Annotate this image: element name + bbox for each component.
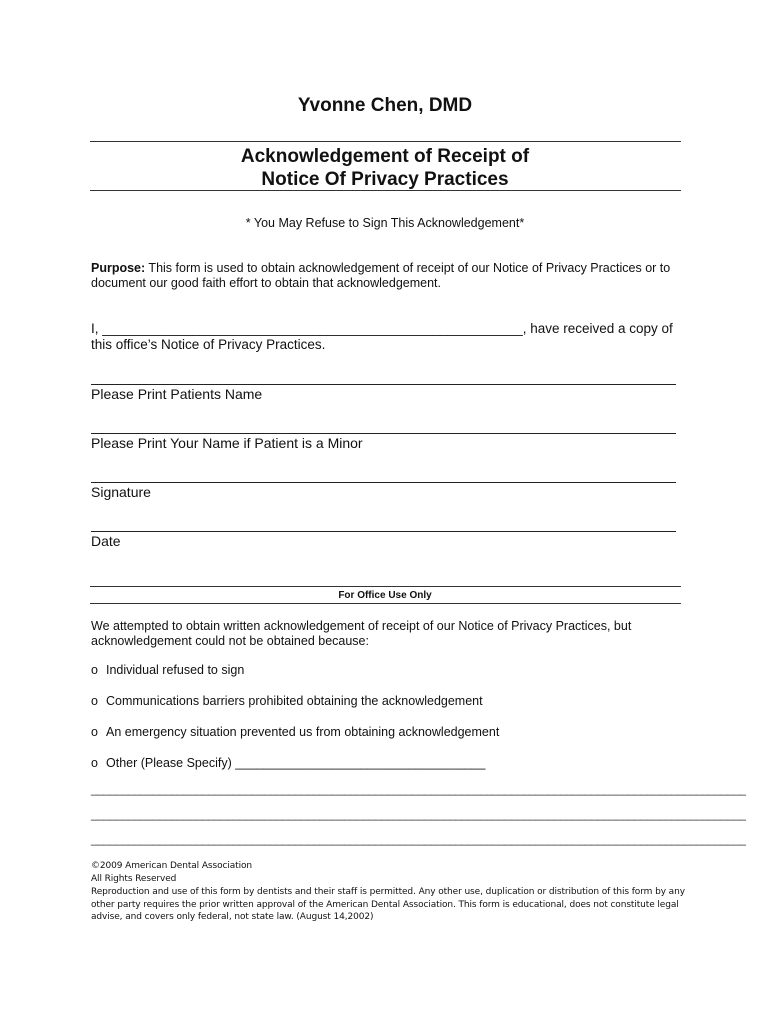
footer-rights: All Rights Reserved	[91, 874, 177, 884]
checkbox-circle-icon[interactable]: o	[91, 663, 98, 677]
date-label: Date	[91, 533, 121, 549]
office-use-top-rule	[90, 586, 681, 587]
form-title-line1: Acknowledgement of Receipt of	[240, 146, 530, 167]
purpose-paragraph	[91, 261, 691, 291]
office-use-heading: For Office Use Only	[338, 590, 432, 601]
checkbox-circle-icon[interactable]: o	[91, 694, 98, 708]
footer-notice: Reproduction and use of this form by dentists and their staff is permitted. Any other use, duplication or distribution of this form by any other party requires the prior written approval of the American Dental Association. This form is educational, does not constitute legal advise, and covers only federal, not state law. (August 14,2002)	[91, 887, 685, 922]
checkbox-circle-icon[interactable]: o	[91, 756, 98, 770]
option-label: Communications barriers prohibited obtaining the acknowledgement	[106, 694, 483, 708]
other-reason-line-3[interactable]: __________________________________________________________________________________________________________	[91, 832, 746, 846]
option-communication-barriers[interactable]	[91, 694, 483, 708]
refuse-note: * You May Refuse to Sign This Acknowledgement*	[245, 216, 525, 230]
signature-label: Signature	[91, 484, 151, 500]
signature-field[interactable]	[91, 482, 676, 483]
checkbox-circle-icon[interactable]: o	[91, 725, 98, 739]
footer-copyright: ©2009 American Dental Association	[91, 861, 252, 871]
title-bottom-rule	[90, 190, 681, 191]
practice-name: Yvonne Chen, DMD	[297, 95, 473, 116]
title-top-rule	[90, 141, 681, 142]
office-statement: We attempted to obtain written acknowledgement of receipt of our Notice of Privacy Practices, but acknowledgement could not be obtained because:	[91, 619, 632, 648]
option-refused[interactable]	[91, 663, 244, 677]
other-reason-line-1[interactable]: __________________________________________________________________________________________________________	[91, 782, 746, 796]
guardian-name-field[interactable]	[91, 433, 676, 434]
office-use-bottom-rule	[90, 603, 681, 604]
form-title-line2: Notice Of Privacy Practices	[261, 169, 509, 190]
option-emergency[interactable]	[91, 725, 499, 739]
patient-name-label: Please Print Patients Name	[91, 386, 263, 402]
guardian-name-label: Please Print Your Name if Patient is a Minor	[91, 435, 363, 451]
purpose-label: Purpose:	[91, 261, 146, 275]
option-label: An emergency situation prevented us from obtaining acknowledgement	[106, 725, 500, 739]
option-other[interactable]	[91, 756, 486, 770]
receipt-statement-line2: this office’s Notice of Privacy Practices.	[91, 337, 326, 352]
date-field[interactable]	[91, 531, 676, 532]
other-reason-line-2[interactable]: __________________________________________________________________________________________________________	[91, 807, 746, 821]
receipt-statement-line1[interactable]: I, ________________________________________________________, have received a copy of	[91, 321, 673, 336]
option-label: Other (Please Specify) ____________________________________	[106, 756, 486, 770]
patient-name-field[interactable]	[91, 384, 676, 385]
purpose-text: This form is used to obtain acknowledgement of receipt of our Notice of Privacy Practices or to document our good faith effort to obtain that acknowledgement.	[91, 261, 671, 290]
option-label: Individual refused to sign	[106, 663, 245, 677]
